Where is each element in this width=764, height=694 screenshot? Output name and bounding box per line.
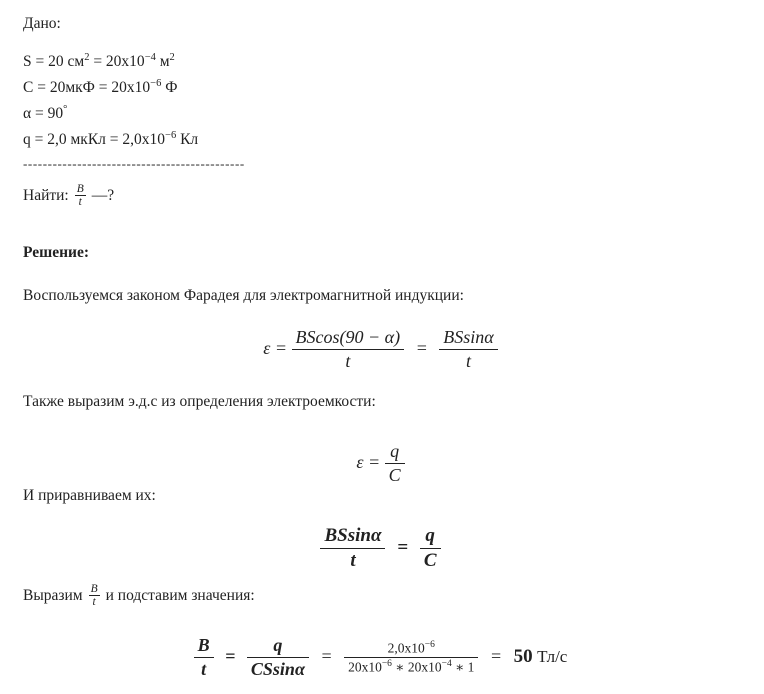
given-line-area: S = 20 $см^2 = 20x10^{-4}$ $м^2$ bbox=[23, 52, 175, 71]
equals-sign: = bbox=[415, 337, 428, 358]
degree-mark: ° bbox=[63, 104, 68, 116]
given-block bbox=[23, 47, 738, 152]
given-area-sup: 2 bbox=[84, 52, 90, 63]
find-label: Найти: bbox=[23, 186, 69, 204]
result-unit: Тл/с bbox=[537, 646, 568, 666]
fraction-q-over-c-bold: $\frac{q}{C}$ bbox=[420, 525, 441, 572]
given-line-charge: q = 2,0 мкКл = $2,0x10^{-6}$ Кл bbox=[23, 130, 199, 149]
find-line bbox=[23, 179, 738, 213]
express-post: и подставим значения: bbox=[105, 586, 255, 604]
fraction-numeric-substitution: $\frac{2,0x10^{-6}}{20x10^{-6} ∗ 20x10^{-4} ∗ 1}$ bbox=[344, 640, 478, 676]
fraction-q-over-c: $\frac{q}{C}$ bbox=[385, 441, 405, 486]
dashed-separator: --------------------------------------------- bbox=[23, 155, 245, 171]
epsilon-lhs: ε = bbox=[263, 337, 288, 358]
express-pre: Выразим bbox=[23, 586, 83, 604]
fraction-q-over-cssin: $\frac{q}{CSsin\alpha}$ bbox=[247, 635, 309, 680]
fraction-b-over-t-inline: $\frac{B}{t}$ bbox=[90, 583, 98, 609]
solution-heading: Решение: bbox=[23, 243, 90, 261]
given-line-angle: α = 90° bbox=[23, 104, 68, 123]
formula-faraday bbox=[23, 323, 738, 373]
equals-sign: = bbox=[397, 536, 409, 558]
epsilon-lhs-2: ε = bbox=[356, 451, 381, 472]
paragraph-equate: И приравниваем их: bbox=[23, 486, 156, 504]
formula-capacitance bbox=[23, 439, 738, 485]
fraction-b-over-t-bold: $\frac{B}{t}$ bbox=[194, 635, 214, 680]
fraction-bssin-bold: $\frac{BSsin\alpha}{t}$ bbox=[320, 525, 385, 572]
given-line-capacitance: $C = 20мкФ = 20x10^{-6}$ Ф bbox=[23, 78, 178, 97]
equals-sign: = bbox=[225, 645, 236, 666]
fraction-b-over-t: $\frac{B}{t}$ bbox=[76, 183, 84, 209]
paragraph-capacitance: Также выразим э.д.с из определения электроемкости: bbox=[23, 392, 376, 410]
fraction-bssin: $\frac{BSsin\alpha}{t}$ bbox=[439, 327, 497, 372]
formula-result bbox=[23, 627, 738, 685]
paragraph-express bbox=[23, 578, 738, 614]
equals-sign: = bbox=[489, 645, 503, 666]
given-heading: Дано: bbox=[23, 15, 61, 32]
given-area-text: S = 20 см bbox=[23, 53, 85, 71]
fraction-bscos: $\frac{BScos(90 - \alpha)}{t}$ bbox=[292, 327, 405, 372]
equals-sign: = bbox=[320, 645, 333, 666]
find-question: —? bbox=[91, 186, 115, 204]
result-value: 50 bbox=[513, 645, 533, 667]
paragraph-faraday: Воспользуемся законом Фарадея для электромагнитной индукции: bbox=[23, 286, 464, 304]
formula-equated bbox=[23, 522, 738, 574]
